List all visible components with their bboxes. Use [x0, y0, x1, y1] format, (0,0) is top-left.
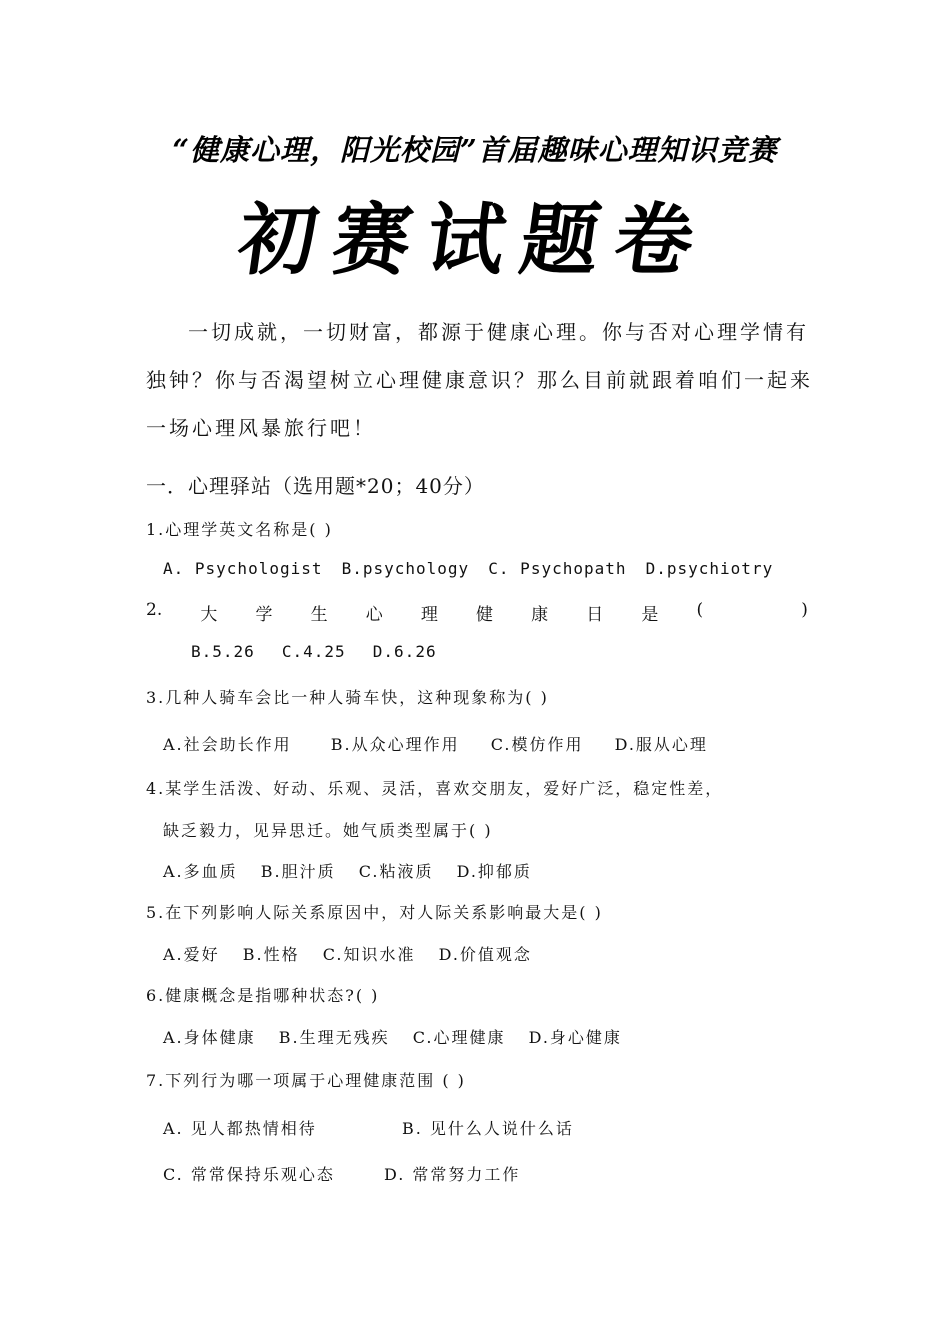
option-c: C.粘液质 — [358, 862, 434, 881]
question-2 — [146, 600, 808, 625]
option-b: B.性格 — [242, 945, 300, 964]
question-2-options — [191, 642, 437, 661]
option-d: D.身心健康 — [528, 1028, 622, 1047]
option-d: D.6.26 — [372, 642, 437, 661]
question-4-cont: 缺乏毅力，见异思迁。她气质类型属于( ) — [163, 821, 493, 840]
q2-open-paren: ( — [696, 600, 704, 620]
question-1-options — [163, 559, 773, 578]
q2-char: 健 — [475, 605, 493, 625]
option-d: D.抑郁质 — [456, 862, 532, 881]
section-heading: 一．心理驿站（选用题*20；40分） — [146, 474, 485, 498]
contest-subtitle: “健康心理，阳光校园”首届趣味心理知识竞赛 — [172, 133, 778, 167]
intro-line-2: 独钟？你与否渴望树立心理健康意识？那么目前就跟着咱们一起来 — [146, 368, 813, 392]
question-7-option-b: B. 见什么人说什么话 — [402, 1119, 574, 1138]
question-5: 5.在下列影响人际关系原因中，对人际关系影响最大是( ) — [146, 903, 603, 922]
intro-line-1: 一切成就，一切财富，都源于健康心理。你与否对心理学情有 — [188, 320, 809, 344]
question-7-option-c: C. 常常保持乐观心态 — [163, 1165, 335, 1184]
q2-char: 心 — [365, 605, 383, 625]
option-d: D.价值观念 — [438, 945, 532, 964]
option-c: C. Psychopath — [488, 559, 627, 578]
option-b: B.从众心理作用 — [330, 735, 460, 754]
option-b: B.5.26 — [191, 642, 255, 661]
question-7-option-d: D. 常常努力工作 — [384, 1165, 521, 1184]
page-title: 初赛试题卷 — [232, 195, 716, 286]
option-d: D.服从心理 — [614, 735, 708, 754]
question-4: 4.某学生活泼、好动、乐观、灵活，喜欢交朋友，爱好广泛，稳定性差， — [146, 779, 724, 798]
question-1: 1.心理学英文名称是( ) — [146, 520, 333, 539]
option-d: D.psychiotry — [645, 559, 774, 578]
option-c: C.知识水准 — [322, 945, 416, 964]
q2-char: 是 — [641, 605, 659, 625]
question-3: 3.几种人骑车会比一种人骑车快，这种现象称为( ) — [146, 688, 549, 707]
question-6: 6.健康概念是指哪种状态?( ) — [146, 986, 380, 1005]
question-7-option-a: A. 见人都热情相待 — [163, 1119, 317, 1138]
option-c: C.模仿作用 — [490, 735, 584, 754]
q2-char: 理 — [420, 605, 438, 625]
question-5-options — [163, 942, 532, 965]
option-b: B.psychology — [341, 559, 470, 578]
q2-char: 生 — [310, 605, 328, 625]
option-b: B.生理无残疾 — [278, 1028, 390, 1047]
question-3-options — [163, 732, 708, 755]
option-a: A. Psychologist — [163, 559, 323, 578]
option-a: A.多血质 — [163, 862, 238, 881]
option-a: A.爱好 — [163, 945, 220, 964]
option-a: A.社会助长作用 — [163, 735, 292, 754]
option-c: C.4.25 — [281, 642, 346, 661]
option-a: A.身体健康 — [163, 1028, 256, 1047]
q2-number: 2. — [146, 600, 163, 620]
question-6-options — [163, 1025, 622, 1048]
q2-char: 学 — [255, 605, 273, 625]
q2-close-paren: ) — [801, 600, 808, 620]
question-4-options — [163, 859, 532, 882]
option-c: C.心理健康 — [412, 1028, 506, 1047]
intro-line-3: 一场心理风暴旅行吧！ — [146, 416, 376, 440]
q2-char: 日 — [586, 605, 604, 625]
option-b: B.胆汁质 — [260, 862, 336, 881]
q2-char: 大 — [200, 605, 218, 625]
question-7: 7.下列行为哪一项属于心理健康范围 ( ) — [146, 1071, 466, 1090]
q2-char: 康 — [531, 605, 549, 625]
